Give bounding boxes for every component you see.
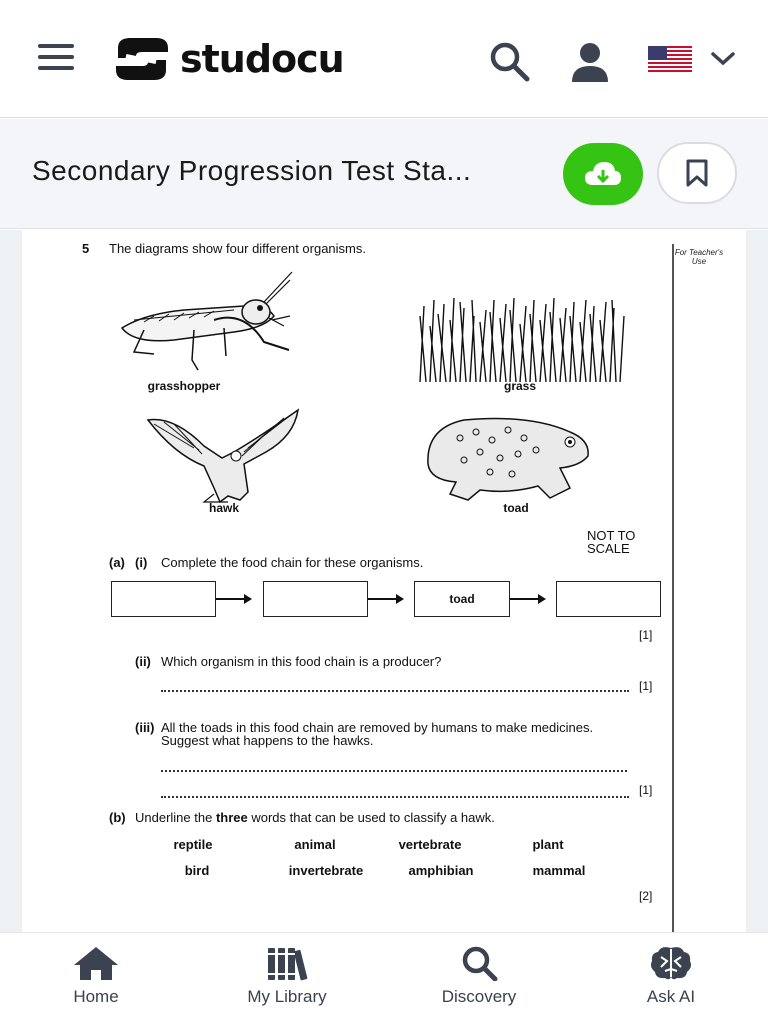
document-page — [22, 230, 746, 932]
download-button[interactable] — [563, 143, 643, 205]
organism-label-toad: toad — [503, 501, 529, 515]
food-chain-box-4 — [556, 581, 661, 617]
classify-word: animal — [294, 837, 336, 852]
hawk-image — [144, 406, 304, 504]
part-a-ii-text: Which organism in this food chain is a producer? — [161, 654, 442, 669]
brain-icon — [647, 945, 695, 981]
part-a-iii-label: (iii) — [135, 720, 155, 735]
food-chain-arrow-3 — [510, 598, 544, 600]
user-icon[interactable] — [568, 40, 612, 84]
food-chain-box-2 — [263, 581, 368, 617]
answer-line-iii-2 — [161, 796, 629, 798]
bookmark-icon — [685, 159, 709, 187]
answer-line-ii — [161, 690, 629, 692]
part-b-mark: [2] — [639, 889, 653, 903]
part-b-label: (b) — [109, 810, 126, 825]
top-bar — [0, 0, 768, 118]
part-a-i-label: (i) — [135, 555, 148, 570]
nav-home-label: Home — [73, 987, 119, 1006]
toad-image — [420, 414, 596, 504]
organism-label-hawk: hawk — [208, 501, 239, 515]
part-a-iii-text-2: Suggest what happens to the hawks. — [161, 733, 374, 748]
classify-word: plant — [532, 837, 564, 852]
organism-label-grasshopper: grasshopper — [147, 379, 221, 393]
home-icon — [72, 945, 120, 981]
classify-word: reptile — [173, 837, 213, 852]
nav-discovery[interactable] — [414, 945, 544, 1015]
part-a-ii-mark: [1] — [639, 679, 653, 693]
classify-word: mammal — [532, 863, 586, 878]
question-intro: The diagrams show four different organisms. — [109, 241, 366, 256]
document-title-bar — [0, 119, 768, 229]
library-icon — [263, 945, 311, 981]
part-b-text-before: Underline the — [135, 810, 216, 825]
classify-word: invertebrate — [288, 863, 364, 878]
classify-word: amphibian — [408, 863, 474, 878]
part-b-text — [135, 810, 495, 825]
food-chain-box-3: toad — [414, 581, 510, 617]
organism-label-grass: grass — [503, 379, 537, 393]
nav-my-library[interactable] — [222, 945, 352, 1015]
margin-line — [672, 244, 674, 932]
menu-icon[interactable] — [38, 44, 74, 72]
part-b-text-bold: three — [215, 810, 248, 825]
food-chain-arrow-1 — [216, 598, 250, 600]
search-icon[interactable] — [486, 38, 532, 84]
brand-name: studocu — [180, 37, 344, 81]
bookmark-button[interactable] — [657, 142, 737, 204]
chevron-down-icon[interactable] — [708, 48, 738, 68]
scale-note-line1: NOT TO — [587, 528, 636, 543]
document-viewer[interactable] — [0, 230, 768, 932]
food-chain-box-1 — [111, 581, 216, 617]
nav-ask-ai[interactable] — [606, 945, 736, 1015]
part-a-i-mark: [1] — [639, 628, 653, 642]
nav-home[interactable] — [31, 945, 161, 1015]
document-title: Secondary Progression Test Sta... — [32, 155, 472, 186]
nav-discovery-label: Discovery — [441, 987, 517, 1006]
cloud-download-icon — [583, 159, 623, 189]
answer-line-iii-1 — [161, 770, 627, 772]
studocu-logo[interactable] — [112, 34, 344, 84]
classify-word: bird — [184, 863, 210, 878]
scale-note-line2: SCALE — [587, 541, 630, 556]
question-number: 5 — [82, 241, 90, 256]
margin-note: For Teacher's Use — [674, 248, 724, 266]
grasshopper-image — [114, 270, 294, 380]
bottom-nav — [0, 932, 768, 1024]
nav-my-library-label: My Library — [247, 987, 327, 1006]
grass-image — [416, 296, 626, 382]
us-flag-icon[interactable] — [648, 46, 692, 72]
part-a-i-text: Complete the food chain for these organisms. — [161, 555, 424, 570]
part-b-text-after: words that can be used to classify a hawk. — [247, 810, 495, 825]
studocu-logo-mark — [112, 34, 172, 84]
search-icon — [455, 945, 503, 981]
food-chain-arrow-2 — [368, 598, 402, 600]
part-a-iii-text-1: All the toads in this food chain are removed by humans to make medicines. — [161, 720, 594, 735]
nav-ask-ai-label: Ask AI — [646, 987, 696, 1006]
part-a-iii-mark: [1] — [639, 783, 653, 797]
part-a-label: (a) — [109, 555, 125, 570]
classify-word: vertebrate — [398, 837, 462, 852]
part-a-ii-label: (ii) — [135, 654, 151, 669]
